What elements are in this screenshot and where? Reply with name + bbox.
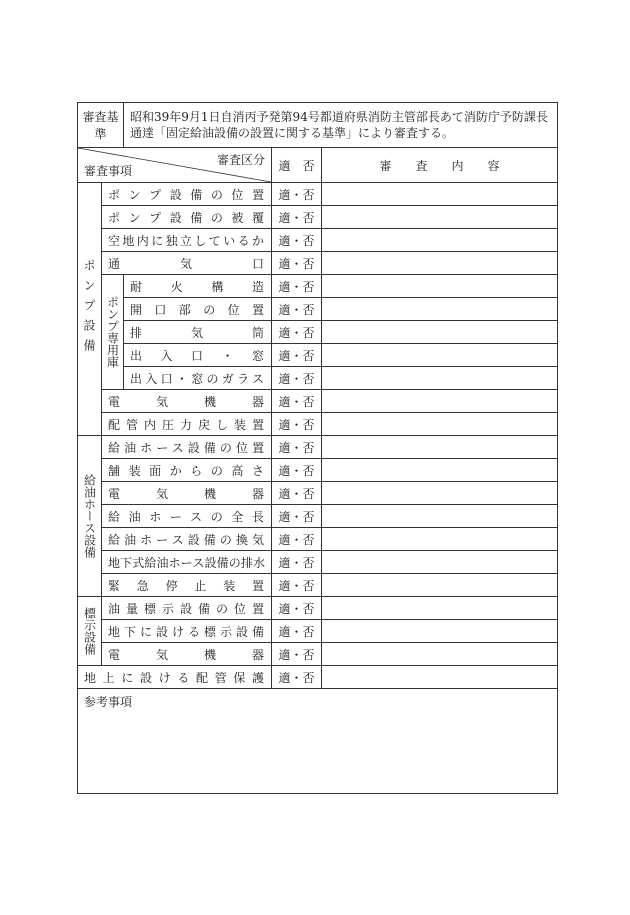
header-diagonal-cell [78, 148, 272, 183]
content-cell[interactable] [322, 298, 558, 321]
header-item: 審査事項 [84, 164, 133, 178]
table-row [78, 390, 558, 413]
judgement-mark[interactable]: 適・否 [272, 528, 322, 551]
criteria-label: 審査基準 [78, 103, 124, 148]
judgement-mark[interactable]: 適・否 [272, 436, 322, 459]
item-label: 配管内圧力戻し装置 [102, 413, 272, 436]
judgement-mark[interactable]: 適・否 [272, 275, 322, 298]
content-cell[interactable] [322, 482, 558, 505]
table-row [78, 344, 558, 367]
notes-area[interactable] [78, 689, 558, 794]
table-row [78, 528, 558, 551]
review-sheet [77, 102, 557, 794]
item-label: 給油ホース設備の換気 [102, 528, 272, 551]
item-label: 給油ホース設備の位置 [102, 436, 272, 459]
judgement-mark[interactable]: 適・否 [272, 643, 322, 666]
judgement-mark[interactable]: 適・否 [272, 551, 322, 574]
judgement-mark[interactable]: 適・否 [272, 620, 322, 643]
content-cell[interactable] [322, 551, 558, 574]
table-row [78, 367, 558, 390]
table-row [78, 574, 558, 597]
judgement-mark[interactable]: 適・否 [272, 413, 322, 436]
item-label: 地上に設ける配管保護 [78, 666, 272, 689]
item-label: 給油ホースの全長 [102, 505, 272, 528]
item-label: 開口部の位置 [124, 298, 272, 321]
table-row [78, 206, 558, 229]
item-label: 油量標示設備の位置 [102, 597, 272, 620]
notes-row [78, 689, 558, 794]
content-cell[interactable] [322, 229, 558, 252]
item-label: 舗装面からの高さ [102, 459, 272, 482]
item-label: 電気機器 [102, 643, 272, 666]
table-row [78, 666, 558, 689]
content-cell[interactable] [322, 528, 558, 551]
content-cell[interactable] [322, 436, 558, 459]
header-judgement: 適 否 [272, 148, 322, 183]
group-label-display: 標示設備 [78, 597, 102, 666]
item-label: 電気機器 [102, 482, 272, 505]
content-cell[interactable] [322, 390, 558, 413]
group-label-hose: 給油ホース設備 [78, 436, 102, 597]
table-row [78, 436, 558, 459]
table-row [78, 505, 558, 528]
item-label: ポンプ設備の位置 [102, 183, 272, 206]
header-category: 審査区分 [217, 153, 266, 167]
notes-label: 参考事項 [84, 695, 133, 709]
group-label-pump: ポンプ設備 [78, 183, 102, 436]
content-cell[interactable] [322, 344, 558, 367]
table-row [78, 643, 558, 666]
judgement-mark[interactable]: 適・否 [272, 367, 322, 390]
table-row [78, 321, 558, 344]
item-label: 排気筒 [124, 321, 272, 344]
judgement-mark[interactable]: 適・否 [272, 183, 322, 206]
subgroup-label-pump-room: ポンプ専用庫 [102, 275, 124, 390]
item-label: 緊急停止装置 [102, 574, 272, 597]
judgement-mark[interactable]: 適・否 [272, 206, 322, 229]
header-row [78, 148, 558, 183]
item-label: 耐火構造 [124, 275, 272, 298]
judgement-mark[interactable]: 適・否 [272, 482, 322, 505]
item-label: 地下に設ける標示設備 [102, 620, 272, 643]
criteria-text: 昭和39年9月1日自消丙予発第94号都道府県消防主管部長あて消防庁予防課長通達「固定給油設備の設置に関する基準」により審査する。 [124, 103, 558, 148]
content-cell[interactable] [322, 574, 558, 597]
judgement-mark[interactable]: 適・否 [272, 321, 322, 344]
table-row [78, 413, 558, 436]
header-content: 審 査 内 容 [322, 148, 558, 183]
item-label: 出入口・窓のガラス [124, 367, 272, 390]
content-cell[interactable] [322, 505, 558, 528]
table-row [78, 183, 558, 206]
item-label: 電気機器 [102, 390, 272, 413]
review-table [77, 102, 558, 794]
judgement-mark[interactable]: 適・否 [272, 252, 322, 275]
content-cell[interactable] [322, 459, 558, 482]
judgement-mark[interactable]: 適・否 [272, 298, 322, 321]
table-row [78, 459, 558, 482]
table-row [78, 597, 558, 620]
content-cell[interactable] [322, 183, 558, 206]
judgement-mark[interactable]: 適・否 [272, 597, 322, 620]
content-cell[interactable] [322, 367, 558, 390]
judgement-mark[interactable]: 適・否 [272, 666, 322, 689]
table-row [78, 252, 558, 275]
content-cell[interactable] [322, 620, 558, 643]
judgement-mark[interactable]: 適・否 [272, 344, 322, 367]
table-row [78, 620, 558, 643]
item-label: 出入口・窓 [124, 344, 272, 367]
content-cell[interactable] [322, 413, 558, 436]
item-label: 地下式給油ホース設備の排水 [102, 551, 272, 574]
table-row [78, 275, 558, 298]
content-cell[interactable] [322, 597, 558, 620]
table-row [78, 482, 558, 505]
table-row [78, 298, 558, 321]
item-label: 通気口 [102, 252, 272, 275]
content-cell[interactable] [322, 252, 558, 275]
judgement-mark[interactable]: 適・否 [272, 574, 322, 597]
judgement-mark[interactable]: 適・否 [272, 505, 322, 528]
judgement-mark[interactable]: 適・否 [272, 390, 322, 413]
content-cell[interactable] [322, 206, 558, 229]
table-row [78, 229, 558, 252]
judgement-mark[interactable]: 適・否 [272, 459, 322, 482]
content-cell[interactable] [322, 666, 558, 689]
content-cell[interactable] [322, 275, 558, 298]
content-cell[interactable] [322, 643, 558, 666]
item-label: ポンプ設備の被覆 [102, 206, 272, 229]
content-cell[interactable] [322, 321, 558, 344]
item-label: 空地内に独立しているか [102, 229, 272, 252]
judgement-mark[interactable]: 適・否 [272, 229, 322, 252]
criteria-row [78, 103, 558, 148]
table-row [78, 551, 558, 574]
